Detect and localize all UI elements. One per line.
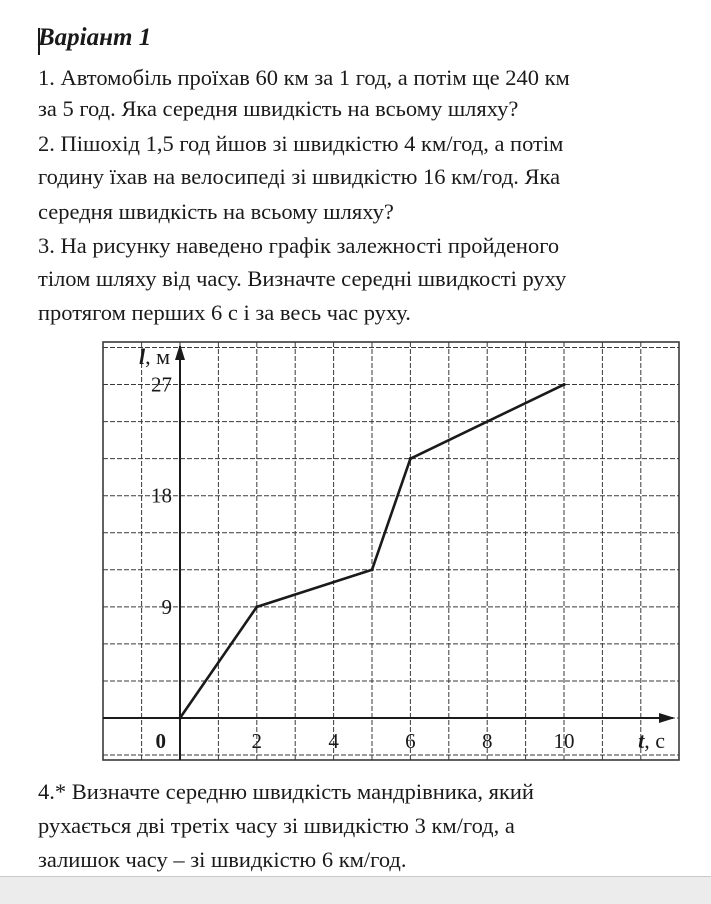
- text-line-7: тілом шляху від часу. Визначте середні швидкості руху: [38, 266, 567, 291]
- text-line-2: за 5 год. Яка середня швидкість на всьому шляху?: [38, 96, 519, 121]
- data-point: [255, 605, 258, 608]
- x-tick-label: 2: [251, 729, 263, 753]
- text-line-3: 2. Пішохід 1,5 год йшов зі швидкістю 4 км/год, а потім: [38, 131, 564, 156]
- x-axis-title: t, с: [638, 728, 665, 753]
- y-tick-label: 9: [161, 594, 172, 619]
- chart-axes: [103, 344, 675, 760]
- x-axis-arrow: [659, 713, 675, 723]
- x-tick-label: 6: [405, 729, 416, 753]
- y-tick-label: 18: [151, 483, 172, 508]
- text-line-8: протягом перших 6 с і за весь час руху.: [38, 300, 411, 325]
- origin-label: 0: [155, 729, 166, 753]
- y-tick-label: 27: [151, 372, 172, 397]
- chart-grid: [103, 342, 679, 760]
- data-point: [370, 568, 373, 571]
- data-point: [178, 716, 181, 719]
- chart-labels: [139, 344, 665, 753]
- problem4-line-2: рухається дві третіх часу зі швидкістю 3 км/год, а: [38, 813, 515, 838]
- y-axis-title: l, м: [138, 344, 170, 369]
- problem4-line-1: 4.* Визначте середню швидкість мандрівника, який: [38, 779, 534, 804]
- text-line-6: 3. На рисунку наведено графік залежності пройденого: [38, 233, 560, 258]
- text-line-1: 1. Автомобіль проїхав 60 км за 1 год, а потім ще 240 км: [38, 65, 570, 90]
- text-line-5: середня швидкість на всьому шляху?: [38, 199, 394, 224]
- text-line-4: годину їхав на велосипеді зі швидкістю 16 км/год. Яка: [38, 164, 561, 189]
- x-tick-label: 10: [553, 729, 575, 753]
- y-axis-arrow: [175, 344, 185, 360]
- bottom-bar: [0, 876, 711, 904]
- distance-time-graph: [95, 336, 685, 766]
- chart-frame: [103, 342, 679, 760]
- data-point: [409, 457, 412, 460]
- x-tick-label: 8: [481, 729, 493, 753]
- data-point: [562, 383, 565, 386]
- x-tick-label: 4: [328, 729, 339, 753]
- variant-title: Варіант 1: [38, 24, 152, 51]
- problem4-line-3: залишок часу – зі швидкістю 6 км/год.: [38, 847, 407, 872]
